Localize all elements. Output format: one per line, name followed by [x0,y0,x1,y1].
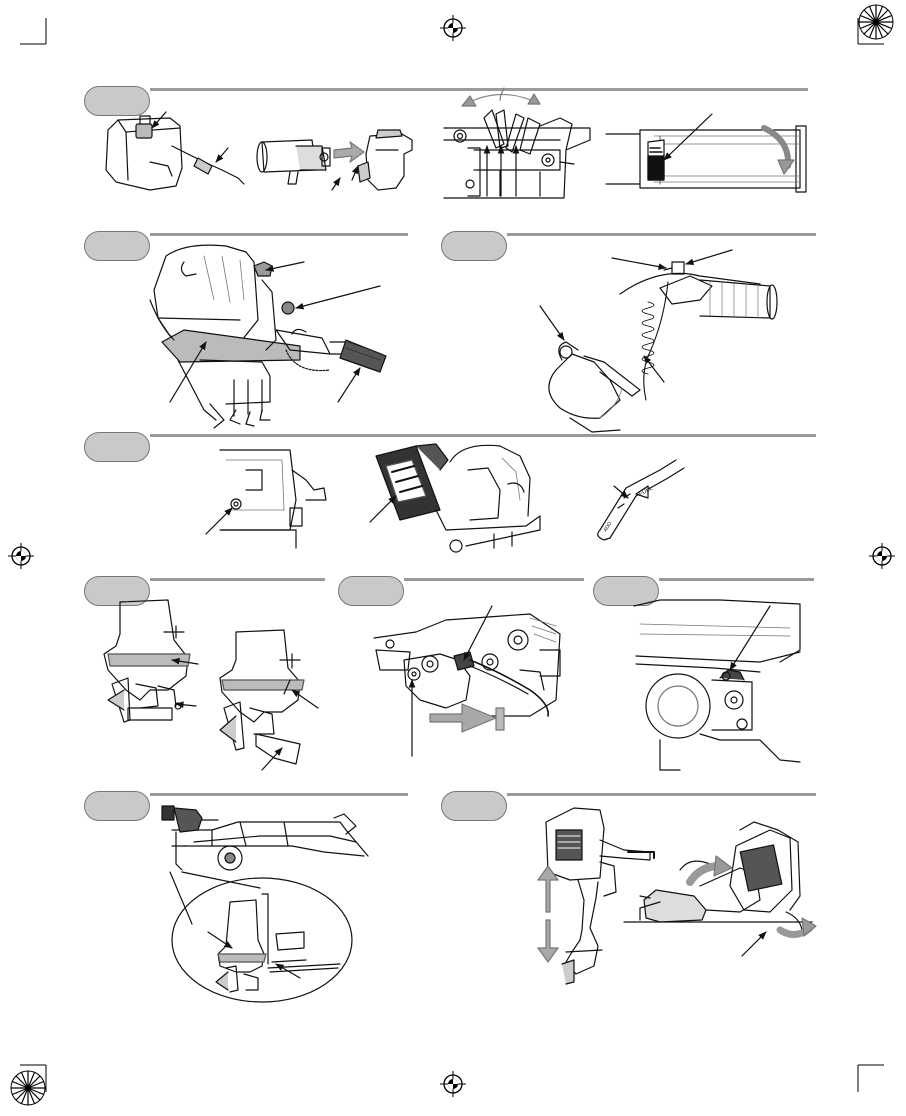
trailer-transport-illustration [162,806,368,870]
throttle-grip-illustration [606,126,806,192]
fuel-line-connector-illustration [257,130,412,190]
carburetor-lever-illustration [374,614,560,716]
throttle-lever-illustration [444,88,590,198]
dipstick-add-label: ADD [602,520,614,534]
engine-tiller-illustration [150,245,386,428]
oil-drain-illustration [220,450,326,548]
upright-storage-illustration [546,808,654,984]
trailer-detail-illustration [216,894,340,992]
detail-callout-circle [172,878,352,1002]
oil-fill-illustration [376,444,540,552]
stop-switch-lanyard-illustration [549,262,777,432]
dipstick-full-label: FULL [638,485,654,498]
carburetor-drain-illustration [634,600,800,770]
gear-case-illustration-b [220,630,304,764]
horizontal-storage-illustration [624,822,812,930]
